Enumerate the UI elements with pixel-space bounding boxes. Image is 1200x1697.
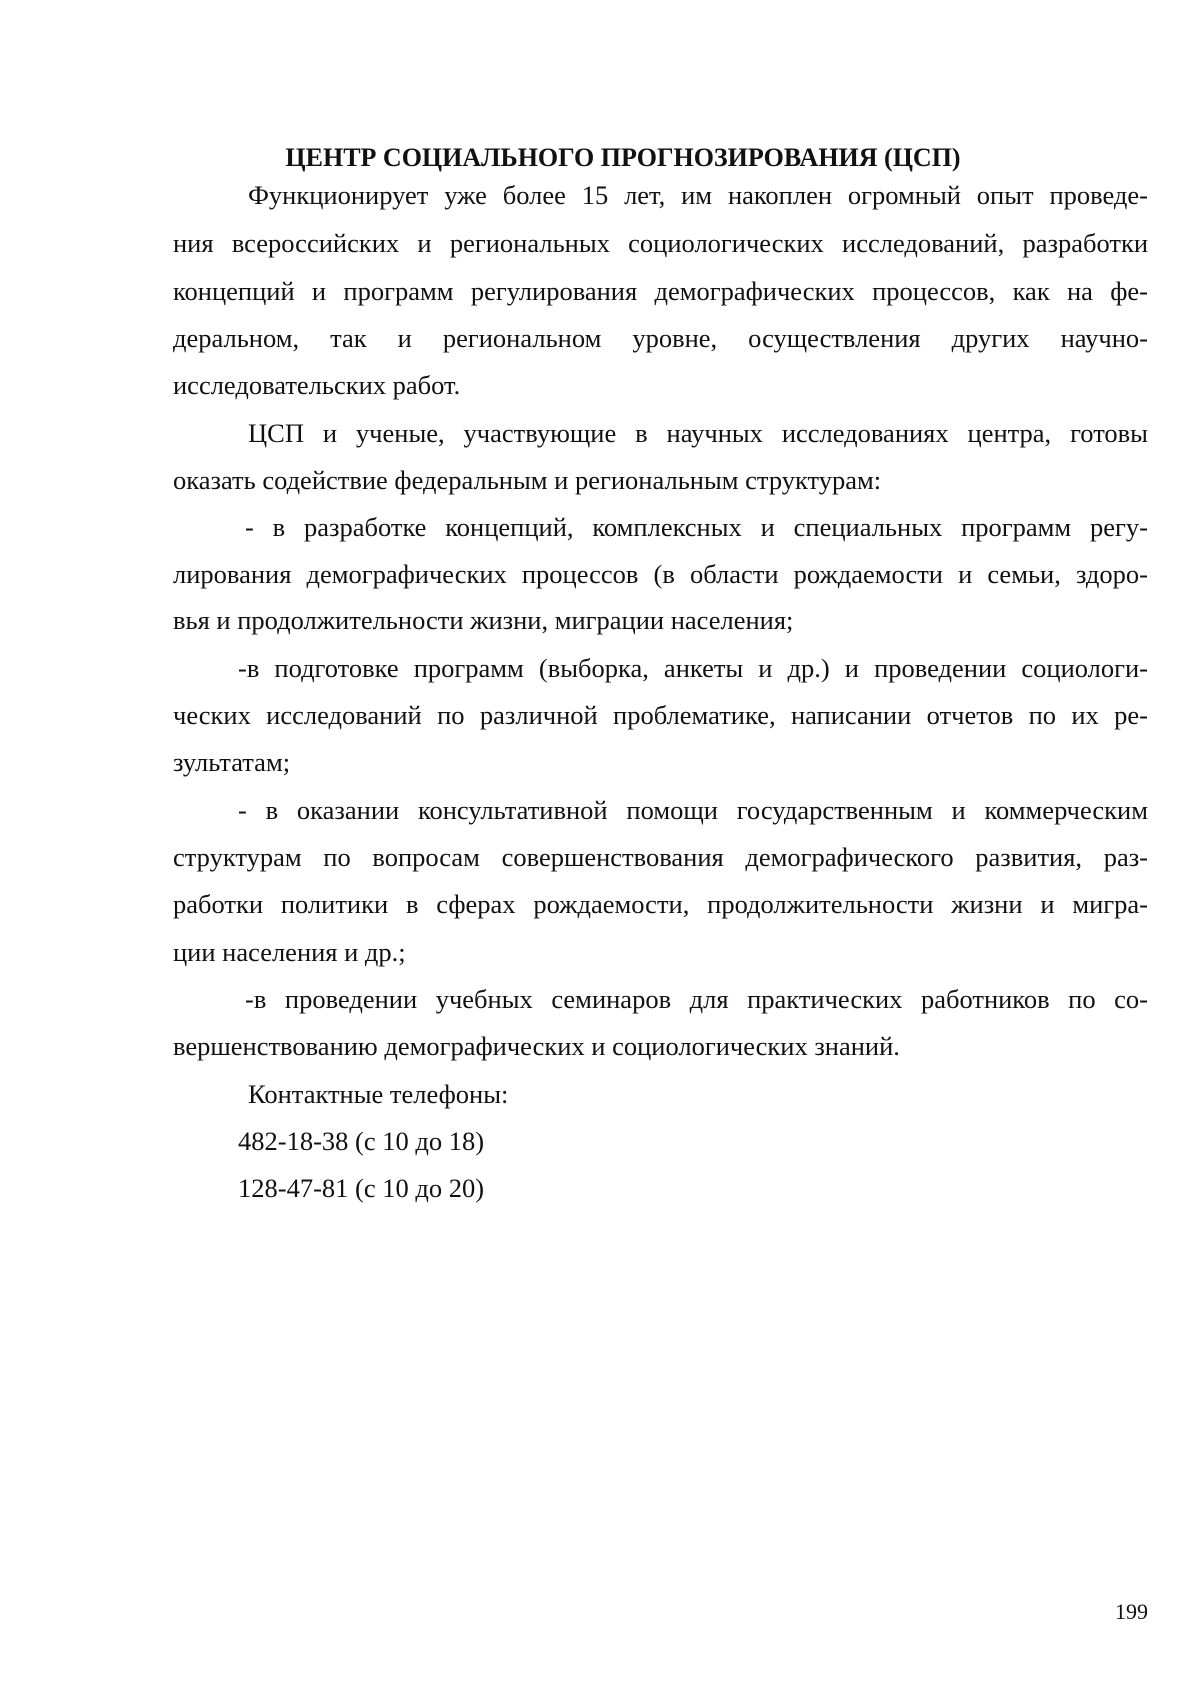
paragraph-5-line-1: - в оказании консультативной помощи государственным и коммерческим — [238, 795, 1148, 825]
page-number: 199 — [1115, 1599, 1148, 1624]
paragraph-2-line-2: оказать содействие федеральным и региональным структурам: — [173, 465, 882, 495]
page-title: ЦЕНТР СОЦИАЛЬНОГО ПРОГНОЗИРОВАНИЯ (ЦСП) — [285, 143, 961, 172]
paragraph-2-line-1: ЦСП и ученые, участвующие в научных исследованиях центра, готовы — [248, 418, 1148, 448]
paragraph-5-line-2: структурам по вопросам совершенствования демографического развития, раз- — [173, 842, 1148, 872]
paragraph-5-line-4: ции населения и др.; — [173, 937, 406, 967]
contact-phone-1: 482-18-38 (с 10 до 18) — [238, 1126, 485, 1156]
paragraph-5-line-3: работки политики в сферах рождаемости, продолжительности жизни и мигра- — [173, 889, 1148, 919]
paragraph-4-line-1: -в подготовке программ (выборка, анкеты и др.) и проведении социологи- — [238, 653, 1148, 683]
paragraph-4-line-3: зультатам; — [173, 747, 291, 777]
contacts-label: Контактные телефоны: — [248, 1079, 509, 1109]
contact-phone-2: 128-47-81 (с 10 до 20) — [238, 1173, 485, 1203]
paragraph-3-line-1: - в разработке концепций, комплексных и специальных программ регу- — [245, 512, 1148, 542]
paragraph-1-line-3: концепций и программ регулирования демографических процессов, как на фе- — [173, 276, 1148, 306]
paragraph-1-line-4: деральном, так и региональном уровне, осуществления других научно- — [173, 323, 1148, 353]
paragraph-3-line-2: лирования демографических процессов (в области рождаемости и семьи, здоро- — [173, 559, 1148, 589]
paragraph-1-line-1: Функционирует уже более 15 лет, им накоплен огромный опыт проведе- — [248, 180, 1148, 210]
paragraph-1-line-5: исследовательских работ. — [173, 370, 461, 400]
paragraph-6-line-1: -в проведении учебных семинаров для практических работников по со- — [245, 984, 1148, 1014]
paragraph-3-line-3: вья и продолжительности жизни, миграции населения; — [173, 605, 794, 635]
paragraph-6-line-2: вершенствованию демографических и социологических знаний. — [173, 1031, 900, 1061]
paragraph-1-line-2: ния всероссийских и региональных социологических исследований, разработки — [173, 228, 1148, 258]
paragraph-4-line-2: ческих исследований по различной проблематике, написании отчетов по их ре- — [173, 700, 1148, 730]
